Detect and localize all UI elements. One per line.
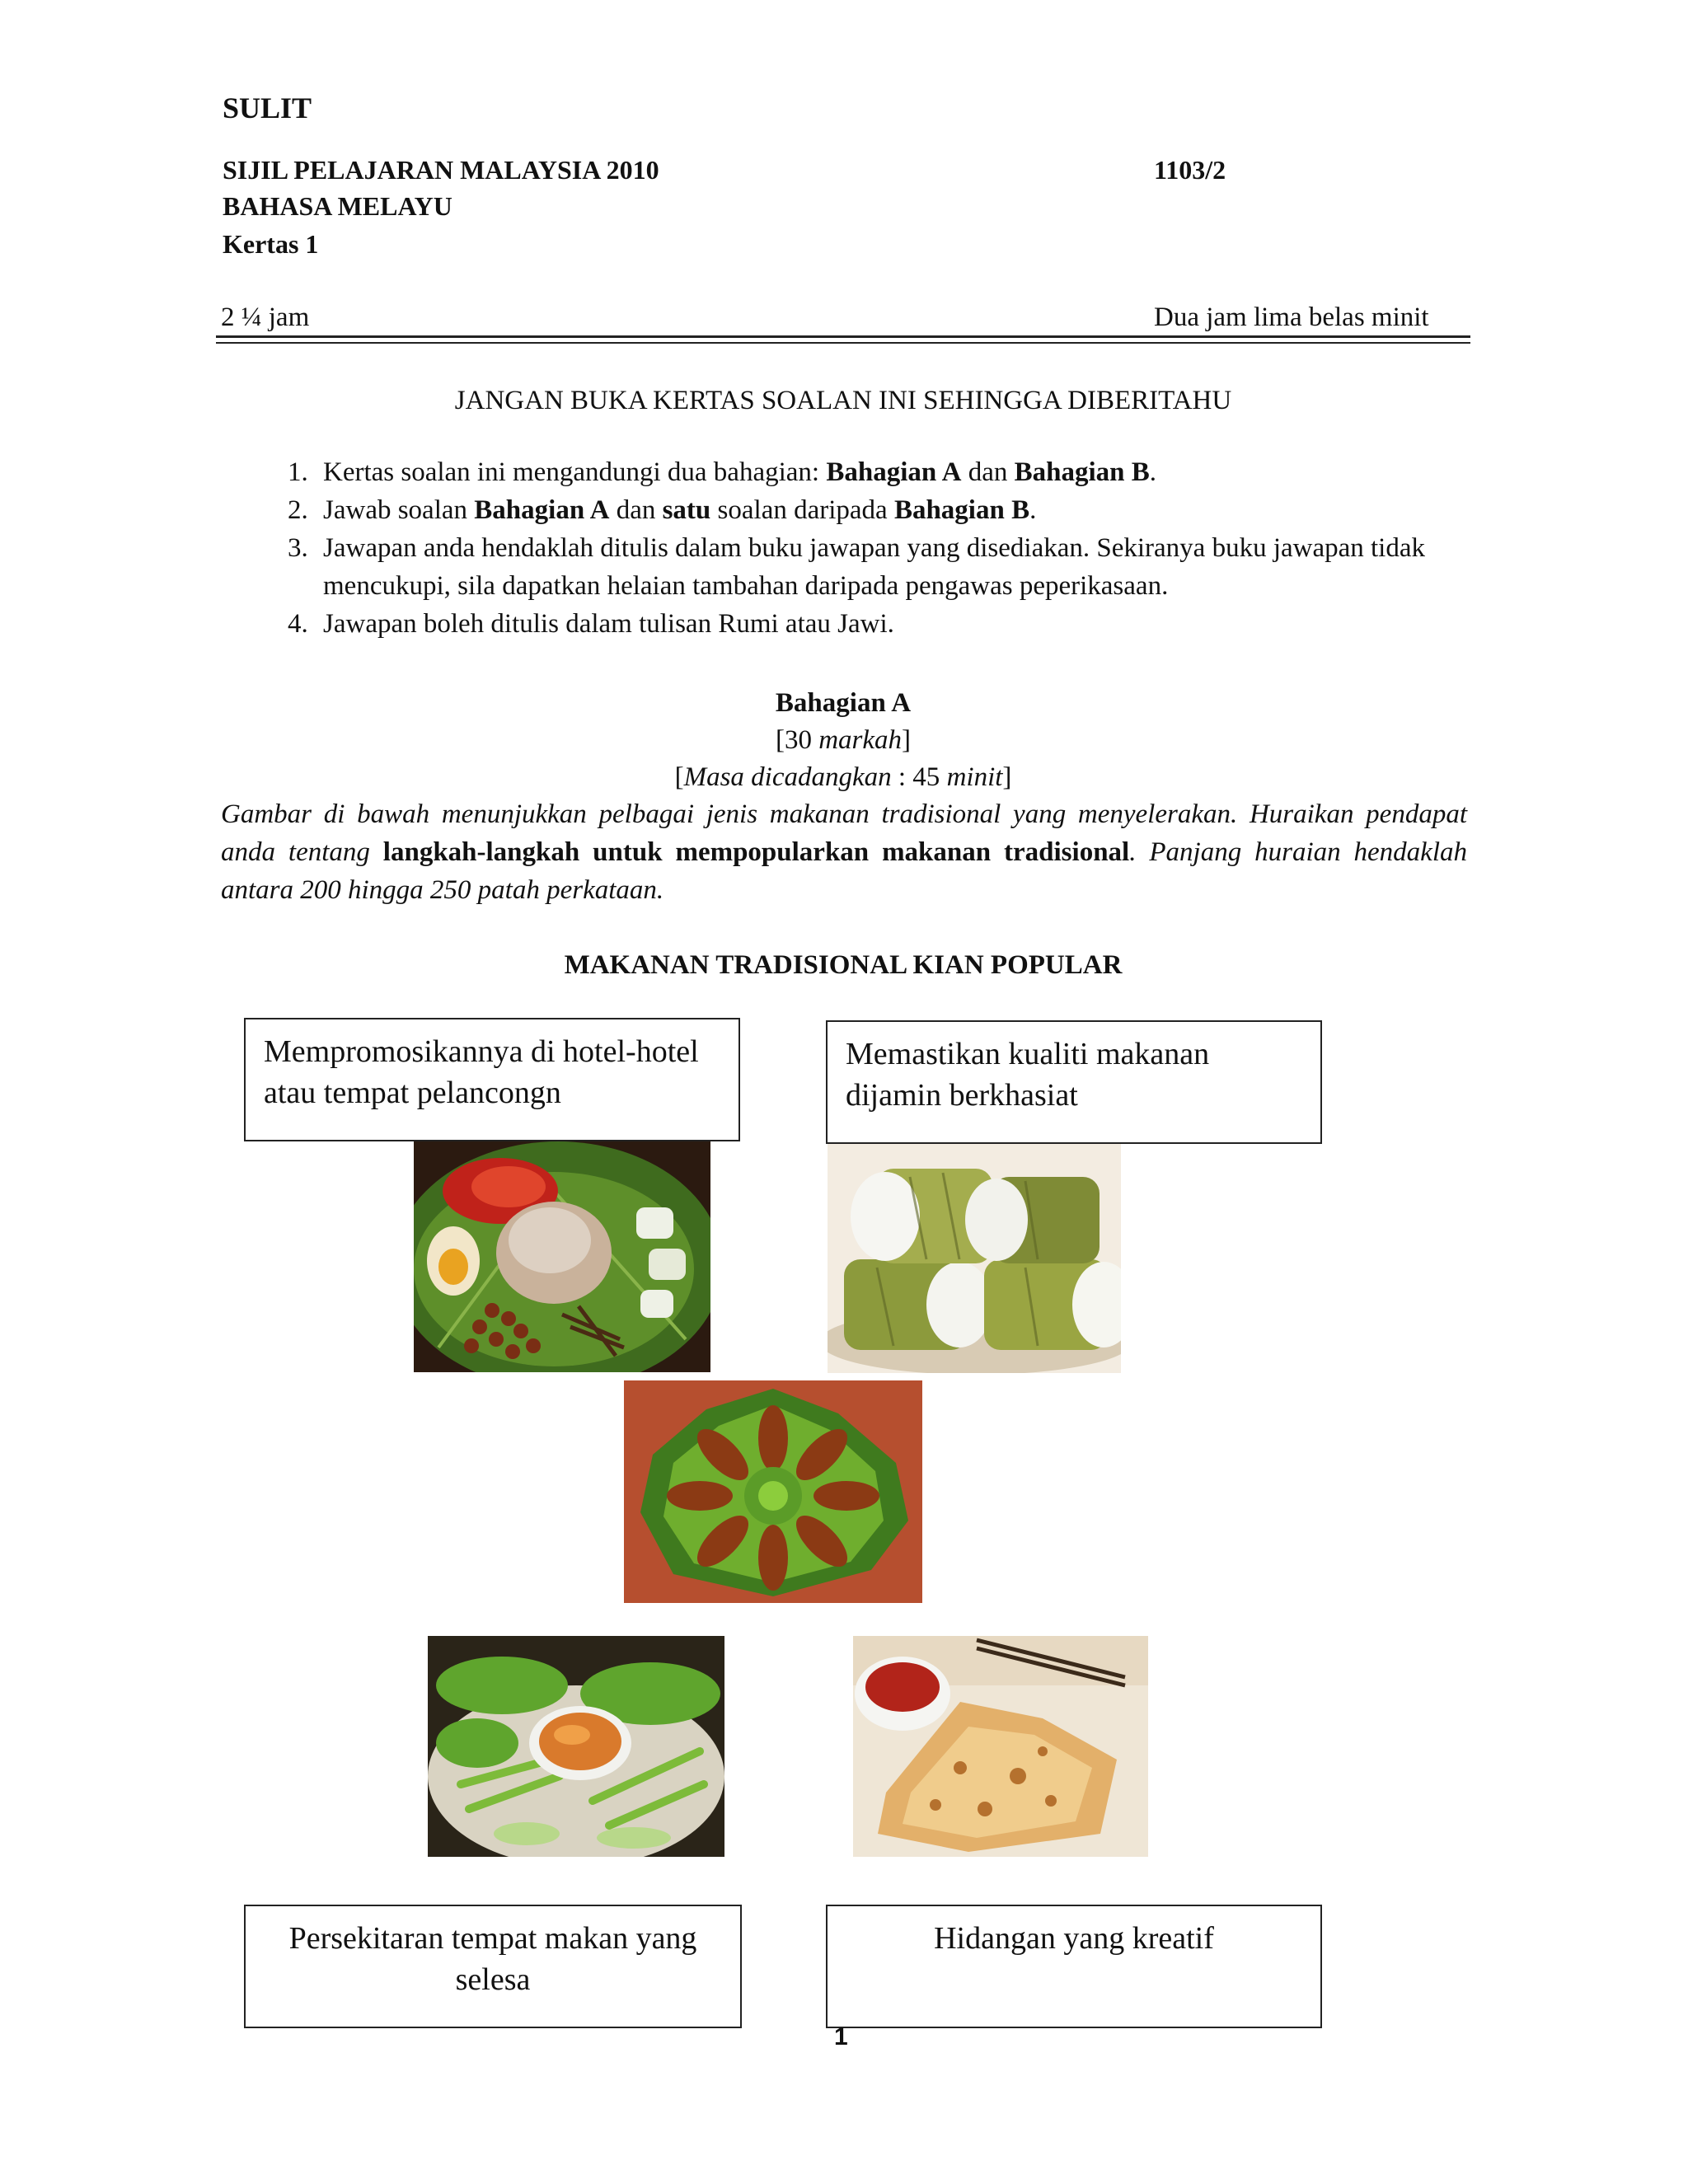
- ulam-photo: [428, 1636, 724, 1857]
- paper-number: Kertas 1: [223, 229, 319, 259]
- page-number: 1: [834, 2023, 848, 2050]
- header-divider: [216, 335, 1470, 338]
- instruction-item: 4. Jawapan boleh ditulis dalam tulisan Rumi atau Jawi.: [315, 605, 1518, 643]
- subject-title: BAHASA MELAYU: [223, 191, 452, 221]
- diagram-title: MAKANAN TRADISIONAL KIAN POPULAR: [564, 950, 1123, 980]
- idea-box-bottom-left: Persekitaran tempat makan yang selesa: [244, 1905, 742, 2028]
- header-divider-second: [216, 342, 1470, 344]
- paper-code: 1103/2: [1154, 155, 1226, 185]
- lemang-photo: [828, 1144, 1121, 1373]
- idea-box-top-left: Mempromosikannya di hotel-hotel atau tempat pelancongn: [244, 1018, 740, 1141]
- duration-short: 2 ¼ jam: [221, 302, 310, 332]
- idea-box-bottom-right: Hidangan yang kreatif: [826, 1905, 1322, 2028]
- section-marks: [30 markah]: [775, 725, 912, 755]
- question-text: Gambar di bawah menunjukkan pelbagai jenis makanan tradisional yang menyelerakan. Huraikan pendapat anda tentang langkah-langkah untuk mempopularkan makanan tradisional. Panjang huraian hendaklah antara 200 hingga 250 patah perkataan.: [221, 799, 1467, 905]
- satay-photo: [624, 1380, 922, 1603]
- instruction-list: [265, 453, 1518, 643]
- section-title: Bahagian A: [775, 688, 912, 718]
- nasi-lemak-photo: [414, 1141, 710, 1372]
- warning-text: JANGAN BUKA KERTAS SOALAN INI SEHINGGA DIBERITAHU: [454, 386, 1232, 415]
- duration-long: Dua jam lima belas minit: [1154, 302, 1429, 332]
- roti-canai-photo: [853, 1636, 1148, 1857]
- suggested-time: [Masa dicadangkan : 45 minit]: [674, 762, 1012, 792]
- instruction-item: 3. Jawapan anda hendaklah ditulis dalam buku jawapan yang disediakan. Sekiranya buku jawapan tidak mencukupi, sila dapatkan helaian tambahan daripada pengawas peperikasaan.: [315, 529, 1518, 605]
- instruction-item: 2. Jawab soalan Bahagian A dan satu soalan daripada Bahagian B.: [315, 491, 1518, 529]
- instruction-item: 1. Kertas soalan ini mengandungi dua bahagian: Bahagian A dan Bahagian B.: [315, 453, 1518, 491]
- exam-title: SIJIL PELAJARAN MALAYSIA 2010: [223, 155, 659, 185]
- classification-label: SULIT: [223, 91, 312, 124]
- idea-box-top-right: Memastikan kualiti makanan dijamin berkhasiat: [826, 1020, 1322, 1144]
